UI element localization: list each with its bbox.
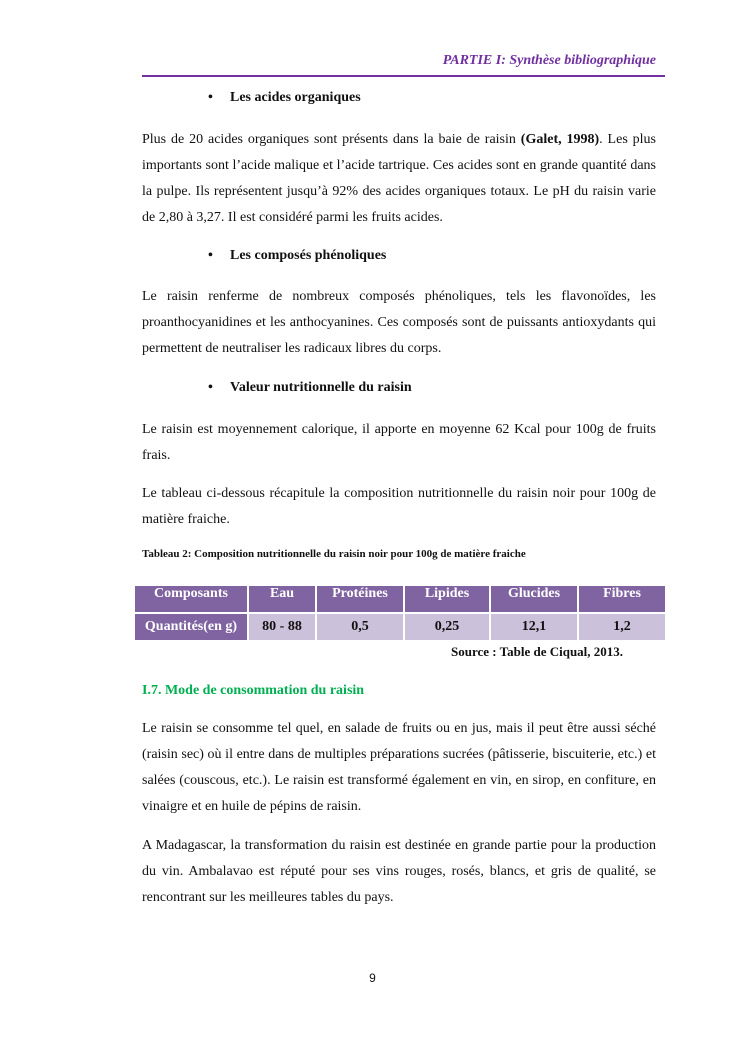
table-header-cell: Glucides: [490, 586, 578, 613]
paragraph-phenoliques: Le raisin renferme de nombreux composés phénoliques, tels les flavonoïdes, les proanthocyanidines et les anthocyanines. Ces composés sont de puissants antioxydants qui permettent de neutraliser les radicaux libres du corps.: [142, 289, 656, 356]
table-caption: Tableau 2: Composition nutritionnelle du raisin noir pour 100g de matière fraiche: [142, 548, 526, 560]
page-number: 9: [369, 971, 376, 985]
table-header-row: [135, 586, 665, 613]
table-cell: 1,2: [578, 613, 665, 640]
table-cell: 0,25: [404, 613, 490, 640]
table-cell: 12,1: [490, 613, 578, 640]
bullet-label: Les composés phénoliques: [230, 248, 387, 263]
bullet-dot-icon: •: [208, 380, 213, 395]
bullet-dot-icon: •: [208, 248, 213, 263]
header-rule: [142, 75, 665, 77]
paragraph-acides: [142, 127, 656, 231]
nutrition-table: [135, 586, 665, 640]
table-cell: 0,5: [316, 613, 404, 640]
running-header: PARTIE I: Synthèse bibliographique: [442, 53, 656, 68]
bullet-valeur-nutritionnelle: [208, 380, 412, 396]
bullet-acides-organiques: [208, 90, 361, 106]
table-header-cell: Composants: [135, 586, 248, 613]
paragraph-madagascar: A Madagascar, la transformation du raisin est destinée en grande partie pour la production du vin. Ambalavao est réputé pour ses vins rouges, rosés, blancs, et gris de qualité, se rencontrant sur les meilleures tables du pays.: [142, 838, 656, 905]
bullet-label: Les acides organiques: [230, 90, 361, 105]
section-heading: I.7. Mode de consommation du raisin: [142, 683, 365, 698]
bullet-composes-phenoliques: [208, 248, 386, 264]
table-row-header: Quantités(en g): [135, 613, 248, 640]
table-cell: 80 - 88: [248, 613, 316, 640]
table-header-cell: Fibres: [578, 586, 665, 613]
text-run: Plus de 20 acides organiques sont présents dans la baie de raisin: [142, 132, 521, 147]
text-run: . Les plus importants sont l’acide malique et l’acide tartrique. Ces acides sont en grande quantité dans la pulpe. Ils représentent jusqu’à 92% des acides organiques totaux. Le pH du raisin varie de 2,80 à 3,27. Il est considéré parmi les fruits acides.: [142, 132, 657, 225]
paragraph-consommation: Le raisin se consomme tel quel, en salade de fruits ou en jus, mais il peut être aussi séché (raisin sec) où il entre dans de multiples préparations sucrées (pâtisserie, biscuiterie, etc.) et salées (couscous, etc.). Le raisin est transformé également en vin, en sirop, en confiture, en vinaigre et en huile de pépins de raisin.: [142, 721, 656, 814]
table-header-cell: Lipides: [404, 586, 490, 613]
citation: (Galet, 1998): [520, 132, 600, 147]
paragraph-calorique: Le raisin est moyennement calorique, il apporte en moyenne 62 Kcal pour 100g de fruits frais.: [142, 422, 656, 463]
table-source: Source : Table de Ciqual, 2013.: [451, 644, 624, 659]
table-row: [135, 613, 665, 640]
paragraph-tableau-intro: Le tableau ci-dessous récapitule la composition nutritionnelle du raisin noir pour 100g de matière fraiche.: [142, 486, 656, 527]
table-header-cell: Eau: [248, 586, 316, 613]
table-header-cell: Protéines: [316, 586, 404, 613]
bullet-label: Valeur nutritionnelle du raisin: [230, 380, 412, 395]
bullet-dot-icon: •: [208, 90, 213, 105]
